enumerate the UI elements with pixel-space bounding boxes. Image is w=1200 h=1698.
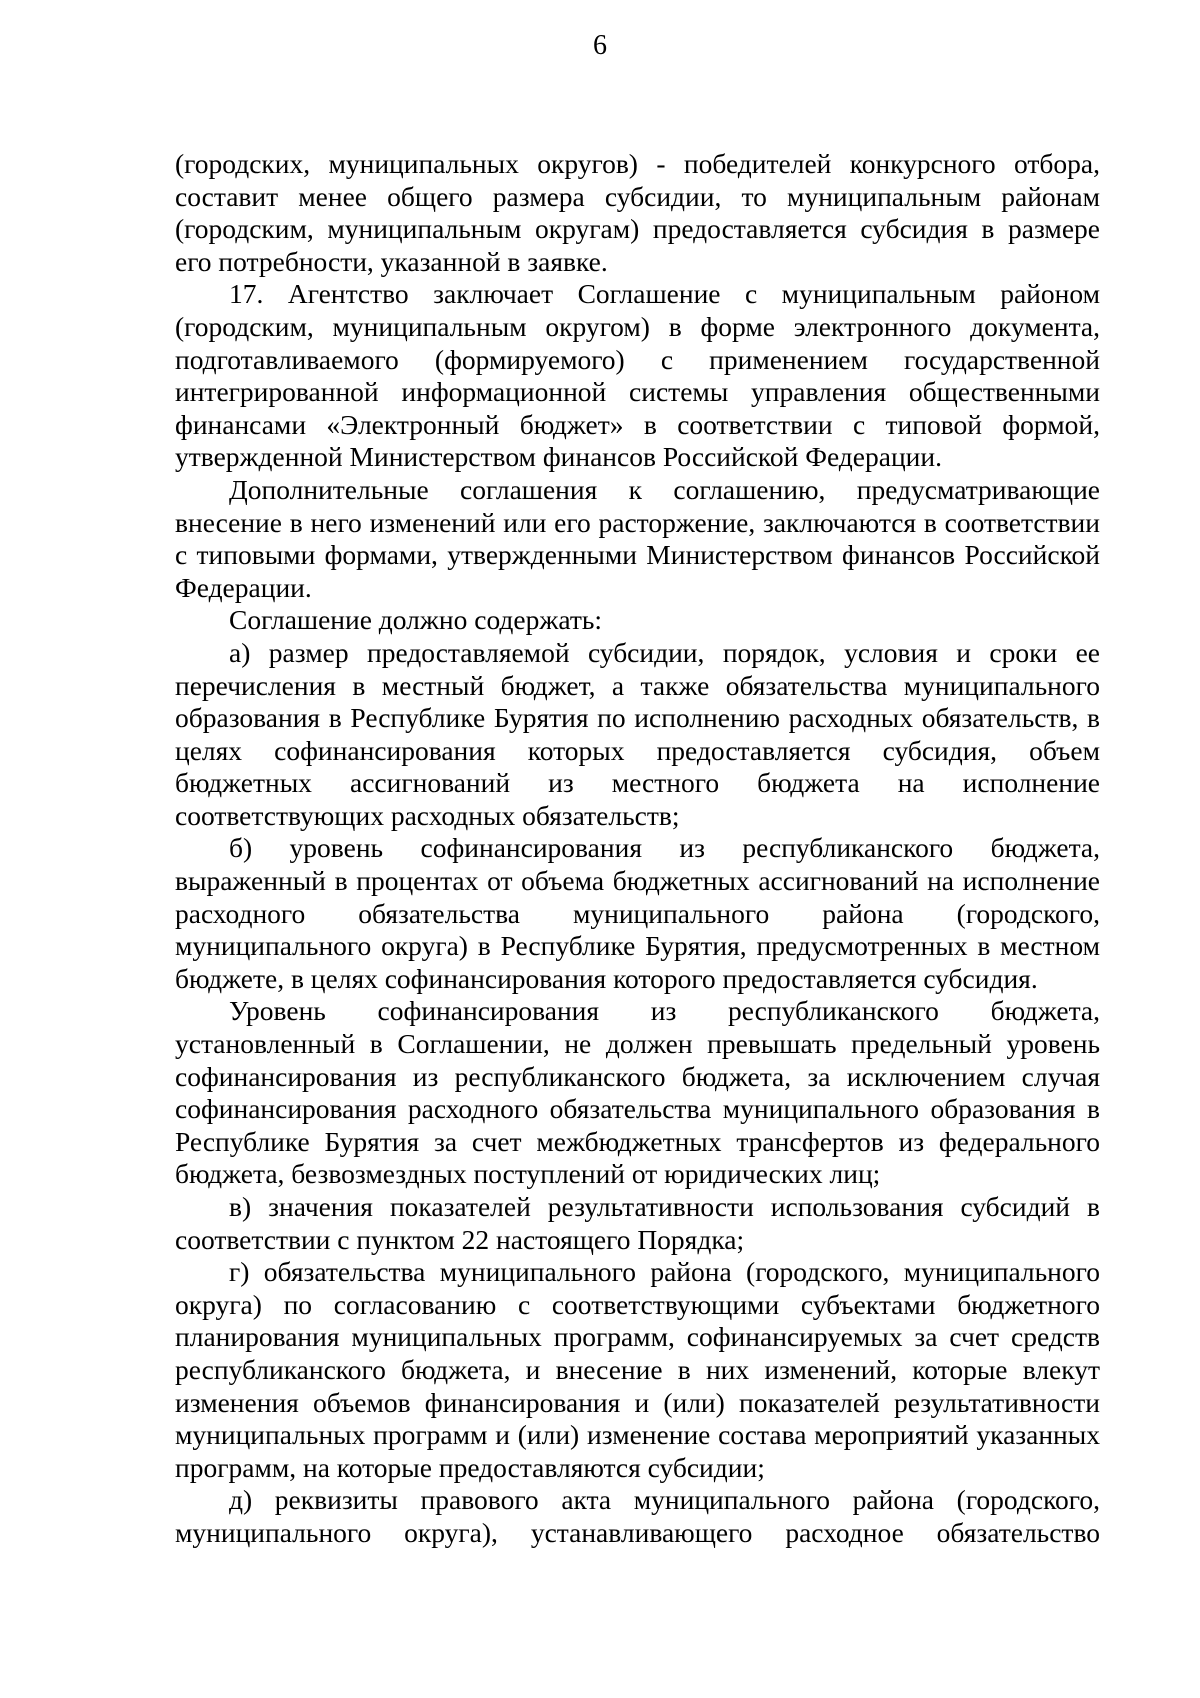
- paragraph: Дополнительные соглашения к соглашению, предусматривающие внесение в него изменений или его расторжение, заключаются в соответствии с типовыми формами, утвержденными Министерством финансов Российской Федерации.: [175, 473, 1100, 603]
- paragraph: Уровень софинансирования из республиканского бюджета, установленный в Соглашении, не должен превышать предельный уровень софинансирования из республиканского бюджета, за исключением случая софинансирования расходного обязательства муниципального образования в Республике Бурятия за счет межбюджетных трансфертов из федерального бюджета, безвозмездных поступлений от юридических лиц;: [175, 995, 1100, 1190]
- document-body: [175, 148, 1100, 1550]
- paragraph: Соглашение должно содержать:: [229, 604, 603, 636]
- paragraph: в) значения показателей результативности использования субсидий в соответствии с пунктом 22 настоящего Порядка;: [175, 1191, 1100, 1255]
- paragraph: а) размер предоставляемой субсидии, порядок, условия и сроки ее перечисления в местный бюджет, а также обязательства муниципального образования в Республике Бурятия по исполнению расходных обязательств, в целях софинансирования которых предоставляется субсидия, объем бюджетных ассигнований из местного бюджета на исполнение соответствующих расходных обязательств;: [175, 636, 1100, 831]
- paragraph: г) обязательства муниципального района (городского, муниципального округа) по согласованию с соответствующими субъектами бюджетного планирования муниципальных программ, софинансируемых за счет средств республиканского бюджета, и внесение в них изменений, которые влекут изменения объемов финансирования и (или) показателей результативности муниципальных программ и (или) изменение состава мероприятий указанных программ, на которые предоставляются субсидии;: [175, 1256, 1100, 1483]
- page-number: 6: [593, 30, 607, 61]
- paragraph: 17. Агентство заключает Соглашение с муниципальным районом (городским, муниципальным округом) в форме электронного документа, подготавливаемого (формируемого) с применением государственной интегрированной информационной системы управления общественными финансами «Электронный бюджет» в соответствии с типовой формой, утвержденной Министерством финансов Российской Федерации.: [175, 278, 1100, 473]
- paragraph: б) уровень софинансирования из республиканского бюджета, выраженный в процентах от объема бюджетных ассигнований на исполнение расходного обязательства муниципального района (городского, муниципального округа) в Республике Бурятия, предусмотренных в местном бюджете, в целях софинансирования которого предоставляется субсидия.: [175, 832, 1100, 994]
- paragraph: (городских, муниципальных округов) - победителей конкурсного отбора, составит менее общего размера субсидии, то муниципальным районам (городским, муниципальным округам) предоставляется субсидия в размере его потребности, указанной в заявке.: [175, 148, 1100, 277]
- paragraph: д) реквизиты правового акта муниципального района (городского, муниципального округа), устанавливающего расходное обязательство: [175, 1484, 1100, 1548]
